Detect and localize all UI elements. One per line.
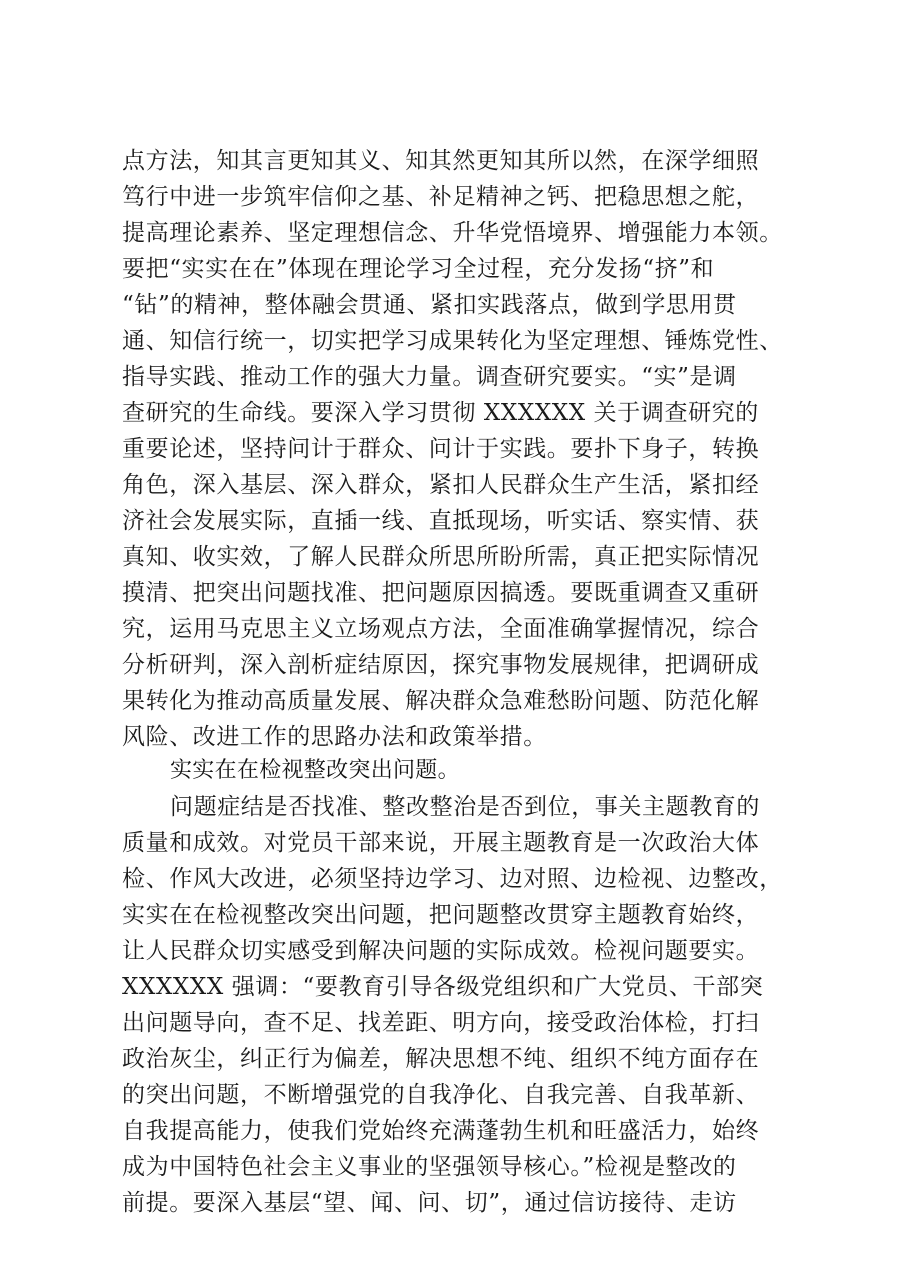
text-line: 让人民群众切实感受到解决问题的实际成效。检视问题要实。 (122, 938, 760, 964)
text-line: 分析研判，深入剖析症结原因，探究事物发展规律，把调研成 (122, 652, 760, 678)
text-line: 成为中国特色社会主义事业的坚强领导核心。”检视是整改的 (122, 1154, 737, 1180)
text-line: 果转化为推动高质量发展、解决群众急难愁盼问题、防范化解 (122, 688, 760, 714)
text-line: 重要论述，坚持问计于群众、问计于实践。要扑下身子，转换 (122, 436, 760, 462)
text-line: 通、知信行统一，切实把学习成果转化为坚定理想、锤炼党性、 (122, 328, 783, 354)
text-line: 查研究的生命线。要深入学习贯彻 XXXXXX 关于调查研究的 (122, 400, 759, 426)
text-line: 要把“实实在在”体现在理论学习全过程，充分发扬“挤”和 (122, 256, 715, 282)
text-line: 出问题导向，查不足、找差距、明方向，接受政治体检，打扫 (122, 1010, 760, 1036)
text-line: 质量和成效。对党员干部来说，开展主题教育是一次政治大体 (122, 830, 760, 856)
text-line: “钻”的精神，整体融会贯通、紧扣实践落点，做到学思用贯 (122, 292, 737, 318)
text-line: 指导实践、推动工作的强大力量。调查研究要实。“实”是调 (122, 364, 737, 390)
text-line: 实实在在检视整改突出问题，把问题整改贯穿主题教育始终， (122, 902, 760, 928)
text-line: 点方法，知其言更知其义、知其然更知其所以然，在深学细照 (122, 148, 760, 174)
text-line: 政治灰尘，纠正行为偏差，解决思想不纯、组织不纯方面存在 (122, 1046, 760, 1072)
text-line: 检、作风大改进，必须坚持边学习、边对照、边检视、边整改， (122, 866, 783, 892)
text-line: XXXXXX 强调：“要教育引导各级党组织和广大党员、干部突 (122, 974, 764, 1000)
section-heading: 实实在在检视整改突出问题。 (170, 758, 460, 783)
text-line: 前提。要深入基层“望、闻、问、切”，通过信访接待、走访 (122, 1190, 737, 1216)
text-line: 风险、改进工作的思路办法和政策举措。 (122, 724, 547, 750)
text-line: 究，运用马克思主义立场观点方法，全面准确掌握情况，综合 (122, 616, 760, 642)
text-line: 的突出问题，不断增强党的自我净化、自我完善、自我革新、 (122, 1082, 760, 1108)
text-line: 角色，深入基层、深入群众，紧扣人民群众生产生活，紧扣经 (122, 472, 760, 498)
text-line: 笃行中进一步筑牢信仰之基、补足精神之钙、把稳思想之舵， (122, 184, 760, 210)
text-line: 自我提高能力，使我们党始终充满蓬勃生机和旺盛活力，始终 (122, 1118, 760, 1144)
text-line: 问题症结是否找准、整改整治是否到位，事关主题教育的 (170, 794, 760, 820)
text-line: 摸清、把突出问题找准、把问题原因搞透。要既重调查又重研 (122, 580, 760, 606)
text-line: 真知、收实效，了解人民群众所思所盼所需，真正把实际情况 (122, 544, 760, 570)
text-line: 济社会发展实际，直插一线、直抵现场，听实话、察实情、获 (122, 508, 760, 534)
text-line: 提高理论素养、坚定理想信念、升华党悟境界、增强能力本领。 (122, 220, 783, 246)
